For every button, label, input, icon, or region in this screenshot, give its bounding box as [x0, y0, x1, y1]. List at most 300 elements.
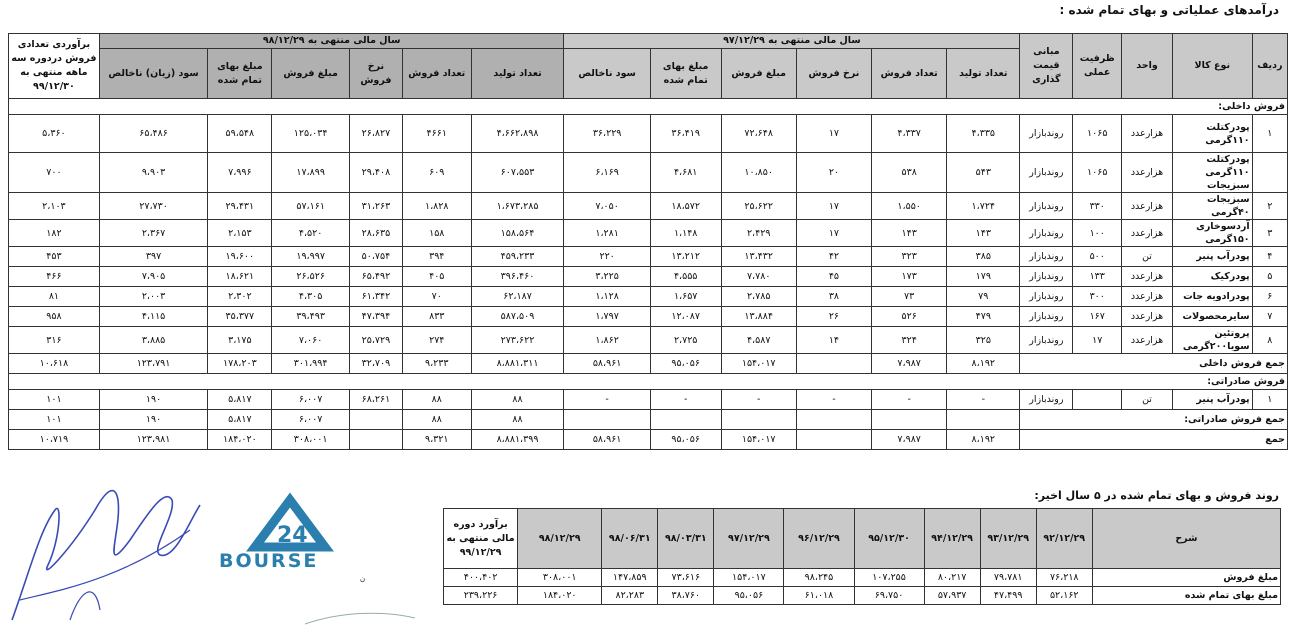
total-p97: ۸،۱۹۲ — [947, 354, 1020, 374]
stamp-watermark — [300, 604, 420, 628]
export-section-label: فروش صادراتی: — [9, 374, 1288, 390]
domestic-total-row — [9, 354, 1288, 374]
pricing-cell: روندبازار — [1020, 193, 1073, 220]
product-name: پودرآب پنیر — [1172, 247, 1252, 267]
product-name: پروتئین سویا۲۰۰گرمی — [1172, 327, 1252, 354]
total-g97: ۵۸،۹۶۱ — [564, 430, 650, 450]
total-c97 — [650, 410, 721, 430]
table-row — [9, 220, 1288, 247]
unit-cell: هزارعدد — [1122, 327, 1173, 354]
value-q97: ۳۲۴ — [872, 327, 947, 354]
table-row — [9, 287, 1288, 307]
trend-row-label: مبلغ بهای تمام شده — [1092, 587, 1280, 605]
value-s98: ۳۹،۴۹۳ — [272, 307, 349, 327]
value-c97: ۱،۱۴۸ — [650, 220, 721, 247]
value-p97: ۱،۷۲۴ — [947, 193, 1020, 220]
value-q98: ۴۰۵ — [402, 267, 471, 287]
trend-value: ۸۲،۲۸۳ — [602, 587, 658, 605]
trend-value: ۱۸۴،۰۲۰ — [518, 587, 602, 605]
value-p97: ۴،۳۳۵ — [947, 115, 1020, 153]
col-cost-97: مبلغ بهای تمام شده — [650, 49, 721, 99]
value-c98: ۲،۱۵۳ — [208, 220, 272, 247]
value-p97: ۴۷۹ — [947, 307, 1020, 327]
value-c98: ۱۸،۶۲۱ — [208, 267, 272, 287]
value-c97: ۱۲،۰۸۷ — [650, 307, 721, 327]
col-production-98: تعداد تولید — [471, 49, 564, 99]
value-r98: ۲۹،۴۰۸ — [349, 153, 402, 193]
svg-text:BOURSE: BOURSE — [219, 550, 319, 572]
value-q98: ۷۰ — [402, 287, 471, 307]
value-q97: ۷۳ — [872, 287, 947, 307]
trend-header-4: ۹۵/۱۲/۳۰ — [854, 509, 924, 569]
total-p97 — [947, 410, 1020, 430]
domestic-section-label: فروش داخلی: — [9, 99, 1288, 115]
total-g98: ۱۹۰ — [99, 410, 207, 430]
value-q97: - — [872, 390, 947, 410]
value-s97: ۷۲،۶۴۸ — [721, 115, 796, 153]
total-r98 — [349, 410, 402, 430]
unit-cell: هزارعدد — [1122, 193, 1173, 220]
value-c98: ۵۹،۵۴۸ — [208, 115, 272, 153]
value-g97: ۳۶،۲۲۹ — [564, 115, 650, 153]
svg-text:پایگاه اطلاع رسانی و تحلیلی بو: ن — [360, 575, 365, 583]
total-label: جمع — [1020, 430, 1288, 450]
capacity-cell: ۳۰۰ — [1073, 287, 1122, 307]
value-r98: ۶۵،۴۹۲ — [349, 267, 402, 287]
value-q98: ۸۳۳ — [402, 307, 471, 327]
total-g97 — [564, 410, 650, 430]
value-c97: ۴،۶۸۱ — [650, 153, 721, 193]
total-p98: ۸،۸۸۱،۳۱۱ — [471, 354, 564, 374]
total-c98: ۱۷۸،۲۰۳ — [208, 354, 272, 374]
product-name: سبزیجات ۴۰گرمی — [1172, 193, 1252, 220]
total-g98: ۱۲۳،۷۹۱ — [99, 354, 207, 374]
value-g98: ۶۵،۴۸۶ — [99, 115, 207, 153]
trend-value: ۳۸،۷۶۰ — [658, 587, 714, 605]
value-g97: ۶،۱۶۹ — [564, 153, 650, 193]
total-s98: ۳۰۸،۰۰۱ — [272, 430, 349, 450]
trend-value: ۷۶،۲۱۸ — [1036, 569, 1092, 587]
pricing-cell: روندبازار — [1020, 390, 1073, 410]
value-c98: ۷،۹۹۶ — [208, 153, 272, 193]
col-capacity: ظرفیت عملی — [1073, 34, 1122, 99]
row-number — [1252, 153, 1287, 193]
value-r97: ۲۶ — [796, 307, 871, 327]
trend-header-2: ۹۳/۱۲/۲۹ — [980, 509, 1036, 569]
total-q97: ۷،۹۸۷ — [872, 354, 947, 374]
capacity-cell: ۱۰۶۵ — [1073, 153, 1122, 193]
total-f: ۱۰،۷۱۹ — [9, 430, 100, 450]
unit-cell: هزارعدد — [1122, 307, 1173, 327]
col-sales-rate-98: نرخ فروش — [349, 49, 402, 99]
value-g97: - — [564, 390, 650, 410]
trend-value: ۵۷،۹۳۷ — [924, 587, 980, 605]
value-f: ۴۵۳ — [9, 247, 100, 267]
trend-row — [444, 587, 1281, 605]
col-profit-98: سود (زیان) ناخالص — [99, 49, 207, 99]
value-f: ۴۶۶ — [9, 267, 100, 287]
value-c98: ۳۵،۳۷۷ — [208, 307, 272, 327]
value-r98: ۲۶،۸۲۷ — [349, 115, 402, 153]
value-s98: ۱۷،۸۹۹ — [272, 153, 349, 193]
value-g97: ۱،۸۶۲ — [564, 327, 650, 354]
value-p98: ۱۵۸،۵۶۴ — [471, 220, 564, 247]
value-c98: ۱۹،۶۰۰ — [208, 247, 272, 267]
value-s97: ۲۵،۶۲۲ — [721, 193, 796, 220]
value-p98: ۶۲،۱۸۷ — [471, 287, 564, 307]
value-q98: ۴۶۶۱ — [402, 115, 471, 153]
value-r98: ۶۱،۳۴۲ — [349, 287, 402, 307]
value-g98: ۹،۹۰۳ — [99, 153, 207, 193]
value-g97: ۳،۲۲۵ — [564, 267, 650, 287]
table-row — [9, 307, 1288, 327]
total-r97 — [796, 354, 871, 374]
trend-header-10: برآورد دوره مالی منتهی به ۹۹/۱۲/۲۹ — [444, 509, 518, 569]
product-name: آردسوخاری ۱۵۰گرمی — [1172, 220, 1252, 247]
table-row — [9, 115, 1288, 153]
product-name: پودرکیک — [1172, 267, 1252, 287]
total-q98: ۹،۲۳۳ — [402, 354, 471, 374]
trend-header-1: ۹۲/۱۲/۲۹ — [1036, 509, 1092, 569]
total-s98: ۳۰۱،۹۹۴ — [272, 354, 349, 374]
trend-value: ۱۴۷،۸۵۹ — [602, 569, 658, 587]
capacity-cell: ۱۰۰ — [1073, 220, 1122, 247]
value-s97: ۲،۷۸۵ — [721, 287, 796, 307]
value-p98: ۸۸ — [471, 390, 564, 410]
col-sales-rate-97: نرخ فروش — [796, 49, 871, 99]
value-q98: ۲۷۴ — [402, 327, 471, 354]
trend-value: ۴۰۰،۴۰۲ — [444, 569, 518, 587]
total-s97: ۱۵۴،۰۱۷ — [721, 430, 796, 450]
row-number: ۵ — [1252, 267, 1287, 287]
value-g98: ۳،۸۸۵ — [99, 327, 207, 354]
capacity-cell: ۳۳۰ — [1073, 193, 1122, 220]
row-number: ۴ — [1252, 247, 1287, 267]
row-number: ۸ — [1252, 327, 1287, 354]
value-c97: ۲،۷۲۵ — [650, 327, 721, 354]
value-f: ۵،۳۶۰ — [9, 115, 100, 153]
value-q98: ۳۹۴ — [402, 247, 471, 267]
trend-value: ۶۹،۷۵۰ — [854, 587, 924, 605]
total-q97: ۷،۹۸۷ — [872, 430, 947, 450]
sales-trend-table — [443, 508, 1281, 605]
value-s98: ۵۷،۱۶۱ — [272, 193, 349, 220]
capacity-cell: ۱۷ — [1073, 327, 1122, 354]
value-q98: ۱۵۸ — [402, 220, 471, 247]
trend-row — [444, 569, 1281, 587]
pricing-cell: روندبازار — [1020, 287, 1073, 307]
value-q98: ۱،۸۲۸ — [402, 193, 471, 220]
value-r98: ۴۷،۳۹۴ — [349, 307, 402, 327]
value-s98: ۷،۰۶۰ — [272, 327, 349, 354]
value-g98: ۲،۰۰۳ — [99, 287, 207, 307]
value-s97: - — [721, 390, 796, 410]
capacity-cell: ۵۰۰ — [1073, 247, 1122, 267]
value-p98: ۳۹۶،۴۶۰ — [471, 267, 564, 287]
product-name: پودرادویه جات — [1172, 287, 1252, 307]
value-g97: ۱،۷۹۷ — [564, 307, 650, 327]
value-s98: ۱۲۵،۰۳۴ — [272, 115, 349, 153]
row-number: ۳ — [1252, 220, 1287, 247]
value-r97: ۱۷ — [796, 220, 871, 247]
row-number: ۶ — [1252, 287, 1287, 307]
value-g97: ۲۲۰ — [564, 247, 650, 267]
value-r97: ۴۵ — [796, 267, 871, 287]
value-g97: ۱،۲۸۱ — [564, 220, 650, 247]
pricing-cell: روندبازار — [1020, 327, 1073, 354]
value-c97: ۴،۵۵۵ — [650, 267, 721, 287]
value-s98: ۱۹،۹۹۷ — [272, 247, 349, 267]
value-p97: - — [947, 390, 1020, 410]
value-c97: ۱۳،۲۱۲ — [650, 247, 721, 267]
pricing-cell: روندبازار — [1020, 153, 1073, 193]
trend-value: ۱۵۴،۰۱۷ — [714, 569, 784, 587]
row-number: ۷ — [1252, 307, 1287, 327]
value-c97: ۱۸،۵۷۲ — [650, 193, 721, 220]
trend-value: ۷۹،۷۸۱ — [980, 569, 1036, 587]
total-s97 — [721, 410, 796, 430]
value-f: ۱۸۲ — [9, 220, 100, 247]
total-q98: ۹،۳۲۱ — [402, 430, 471, 450]
value-q97: ۱،۵۵۰ — [872, 193, 947, 220]
product-name: پودرکتلت ۱۱۰گرمی — [1172, 115, 1252, 153]
table-row — [9, 327, 1288, 354]
total-r98 — [349, 430, 402, 450]
value-s97: ۷،۷۸۰ — [721, 267, 796, 287]
unit-cell: هزارعدد — [1122, 287, 1173, 307]
value-q97: ۵۲۶ — [872, 307, 947, 327]
trend-value: ۳۰۸،۰۰۱ — [518, 569, 602, 587]
value-r98: ۳۱،۲۶۳ — [349, 193, 402, 220]
value-f: ۱۰۱ — [9, 390, 100, 410]
value-r97: ۱۴ — [796, 327, 871, 354]
value-c98: ۲،۳۰۲ — [208, 287, 272, 307]
value-p98: ۱،۶۷۳،۲۸۵ — [471, 193, 564, 220]
total-r97 — [796, 430, 871, 450]
value-p98: ۶۰۷،۵۵۳ — [471, 153, 564, 193]
unit-cell: تن — [1122, 390, 1173, 410]
table-row — [9, 390, 1288, 410]
value-r97: ۱۷ — [796, 193, 871, 220]
value-r98: ۵۰،۷۵۴ — [349, 247, 402, 267]
value-p98: ۴۵۹،۲۳۳ — [471, 247, 564, 267]
value-f: ۷۰۰ — [9, 153, 100, 193]
trend-value: ۴۷،۴۹۹ — [980, 587, 1036, 605]
value-g97: ۷،۰۵۰ — [564, 193, 650, 220]
product-name: پودرکتلت ۱۱۰گرمی سبزیجات — [1172, 153, 1252, 193]
col-row: ردیف — [1252, 34, 1287, 99]
col-product: نوع کالا — [1172, 34, 1252, 99]
value-s97: ۴،۵۸۷ — [721, 327, 796, 354]
table-row — [9, 193, 1288, 220]
value-s98: ۴،۳۰۵ — [272, 287, 349, 307]
pricing-cell: روندبازار — [1020, 115, 1073, 153]
table-row — [9, 153, 1288, 193]
value-g98: ۷،۹۰۵ — [99, 267, 207, 287]
total-c98: ۱۸۴،۰۲۰ — [208, 430, 272, 450]
capacity-cell: ۱۶۷ — [1073, 307, 1122, 327]
pricing-cell: روندبازار — [1020, 247, 1073, 267]
table-row — [9, 247, 1288, 267]
col-sales-qty-97: تعداد فروش — [872, 49, 947, 99]
trend-value: ۲۳۹،۲۲۶ — [444, 587, 518, 605]
value-f: ۸۱ — [9, 287, 100, 307]
value-q97: ۴،۳۳۷ — [872, 115, 947, 153]
trend-value: ۷۳،۶۱۶ — [658, 569, 714, 587]
total-p97: ۸،۱۹۲ — [947, 430, 1020, 450]
value-p97: ۷۹ — [947, 287, 1020, 307]
value-q97: ۳۲۳ — [872, 247, 947, 267]
value-q97: ۵۳۸ — [872, 153, 947, 193]
export-total-row — [9, 410, 1288, 430]
value-s97: ۱۳،۴۳۲ — [721, 247, 796, 267]
total-c97: ۹۵،۰۵۶ — [650, 430, 721, 450]
value-s98: ۶،۰۰۷ — [272, 390, 349, 410]
total-label: جمع فروش صادراتی: — [1020, 410, 1288, 430]
page-title: درآمدهای عملیاتی و بهای تمام شده : — [1059, 3, 1279, 17]
value-r97: - — [796, 390, 871, 410]
row-number: ۲ — [1252, 193, 1287, 220]
total-s98: ۶،۰۰۷ — [272, 410, 349, 430]
value-r98: ۶۸،۲۶۱ — [349, 390, 402, 410]
value-s97: ۲،۴۲۹ — [721, 220, 796, 247]
pricing-cell: روندبازار — [1020, 267, 1073, 287]
trend-value: ۶۱،۰۱۸ — [784, 587, 854, 605]
trend-header-6: ۹۷/۱۲/۲۹ — [714, 509, 784, 569]
total-g97: ۵۸،۹۶۱ — [564, 354, 650, 374]
value-p98: ۴،۶۶۲،۸۹۸ — [471, 115, 564, 153]
trend-header-0: شرح — [1092, 509, 1280, 569]
value-g98: ۴،۱۱۵ — [99, 307, 207, 327]
col-profit-97: سود ناخالص — [564, 49, 650, 99]
trend-value: ۵۲،۱۶۲ — [1036, 587, 1092, 605]
col-forecast: برآوردی تعدادی فروش دردوره سه ماهه منتهی به ۹۹/۱۲/۳۰ — [9, 34, 100, 99]
value-c98: ۲۹،۴۳۱ — [208, 193, 272, 220]
value-s97: ۱۳،۸۸۴ — [721, 307, 796, 327]
total-c97: ۹۵،۰۵۶ — [650, 354, 721, 374]
col-pricing: مبانی قیمت گذاری — [1020, 34, 1073, 99]
value-q98: ۶۰۹ — [402, 153, 471, 193]
value-c97: - — [650, 390, 721, 410]
trend-title: روند فروش و بهای تمام شده در ۵ سال اخیر: — [1034, 489, 1279, 502]
value-c97: ۱،۶۵۷ — [650, 287, 721, 307]
value-c98: ۵،۸۱۷ — [208, 390, 272, 410]
trend-row-label: مبلغ فروش — [1092, 569, 1280, 587]
capacity-cell — [1073, 390, 1122, 410]
total-r98: ۳۲،۷۰۹ — [349, 354, 402, 374]
value-q97: ۱۴۳ — [872, 220, 947, 247]
value-r97: ۲۰ — [796, 153, 871, 193]
value-r97: ۳۸ — [796, 287, 871, 307]
value-q98: ۸۸ — [402, 390, 471, 410]
value-g98: ۲،۳۶۷ — [99, 220, 207, 247]
handwritten-signature — [0, 470, 240, 624]
col-production-97: تعداد تولید — [947, 49, 1020, 99]
trend-header-5: ۹۶/۱۲/۲۹ — [784, 509, 854, 569]
unit-cell: هزارعدد — [1122, 220, 1173, 247]
total-g98: ۱۲۳،۹۸۱ — [99, 430, 207, 450]
total-r97 — [796, 410, 871, 430]
unit-cell: هزارعدد — [1122, 115, 1173, 153]
col-sales-amount-97: مبلغ فروش — [721, 49, 796, 99]
total-label: جمع فروش داخلی — [1020, 354, 1288, 374]
value-q97: ۱۷۳ — [872, 267, 947, 287]
total-q97 — [872, 410, 947, 430]
total-f: ۱۰۱ — [9, 410, 100, 430]
value-s98: ۴،۵۲۰ — [272, 220, 349, 247]
operating-revenue-table — [8, 33, 1288, 450]
total-c98: ۵،۸۱۷ — [208, 410, 272, 430]
value-s98: ۲۶،۵۲۶ — [272, 267, 349, 287]
trend-header-7: ۹۸/۰۳/۳۱ — [658, 509, 714, 569]
value-p98: ۵۸۷،۵۰۹ — [471, 307, 564, 327]
product-name: پودرآب پنیر — [1172, 390, 1252, 410]
period-97-header: سال مالی منتهی به ۹۷/۱۲/۲۹ — [564, 34, 1020, 49]
total-s97: ۱۵۴،۰۱۷ — [721, 354, 796, 374]
trend-header-8: ۹۸/۰۶/۳۱ — [602, 509, 658, 569]
total-q98: ۸۸ — [402, 410, 471, 430]
unit-cell: تن — [1122, 247, 1173, 267]
value-r98: ۲۵،۷۲۹ — [349, 327, 402, 354]
value-c97: ۳۶،۴۱۹ — [650, 115, 721, 153]
value-f: ۲،۱۰۳ — [9, 193, 100, 220]
value-r97: ۱۷ — [796, 115, 871, 153]
value-g98: ۳۹۷ — [99, 247, 207, 267]
total-f: ۱۰،۶۱۸ — [9, 354, 100, 374]
value-p97: ۵۴۳ — [947, 153, 1020, 193]
value-g98: ۱۹۰ — [99, 390, 207, 410]
grand-total-row — [9, 430, 1288, 450]
trend-value: ۹۸،۲۴۵ — [784, 569, 854, 587]
value-p97: ۱۷۹ — [947, 267, 1020, 287]
period-98-header: سال مالی منتهی به ۹۸/۱۲/۲۹ — [99, 34, 564, 49]
trend-value: ۹۵،۰۵۶ — [714, 587, 784, 605]
capacity-cell: ۱۰۶۵ — [1073, 115, 1122, 153]
value-f: ۳۱۶ — [9, 327, 100, 354]
unit-cell: هزارعدد — [1122, 267, 1173, 287]
total-p98: ۸۸ — [471, 410, 564, 430]
trend-value: ۱۰۷،۲۵۵ — [854, 569, 924, 587]
value-p97: ۱۴۳ — [947, 220, 1020, 247]
product-name: سایرمحصولات — [1172, 307, 1252, 327]
total-p98: ۸،۸۸۱،۳۹۹ — [471, 430, 564, 450]
row-number: ۱ — [1252, 390, 1287, 410]
table-row — [9, 267, 1288, 287]
value-p97: ۳۲۵ — [947, 327, 1020, 354]
svg-text:24: 24 — [277, 523, 308, 548]
pricing-cell: روندبازار — [1020, 307, 1073, 327]
value-r98: ۲۸،۶۳۵ — [349, 220, 402, 247]
capacity-cell: ۱۳۳ — [1073, 267, 1122, 287]
unit-cell: هزارعدد — [1122, 153, 1173, 193]
value-g97: ۱،۱۲۸ — [564, 287, 650, 307]
value-c98: ۳،۱۷۵ — [208, 327, 272, 354]
trend-header-3: ۹۴/۱۲/۲۹ — [924, 509, 980, 569]
col-sales-amount-98: مبلغ فروش — [272, 49, 349, 99]
bourse-logo — [215, 492, 365, 584]
col-sales-qty-98: تعداد فروش — [402, 49, 471, 99]
value-p97: ۳۸۵ — [947, 247, 1020, 267]
value-s97: ۱۰،۸۵۰ — [721, 153, 796, 193]
trend-value: ۸۰،۲۱۷ — [924, 569, 980, 587]
value-g98: ۲۷،۷۳۰ — [99, 193, 207, 220]
trend-header-9: ۹۸/۱۲/۲۹ — [518, 509, 602, 569]
value-r97: ۴۲ — [796, 247, 871, 267]
pricing-cell: روندبازار — [1020, 220, 1073, 247]
col-cost-98: مبلغ بهای تمام شده — [208, 49, 272, 99]
col-unit: واحد — [1122, 34, 1173, 99]
value-p98: ۲۷۳،۶۲۲ — [471, 327, 564, 354]
